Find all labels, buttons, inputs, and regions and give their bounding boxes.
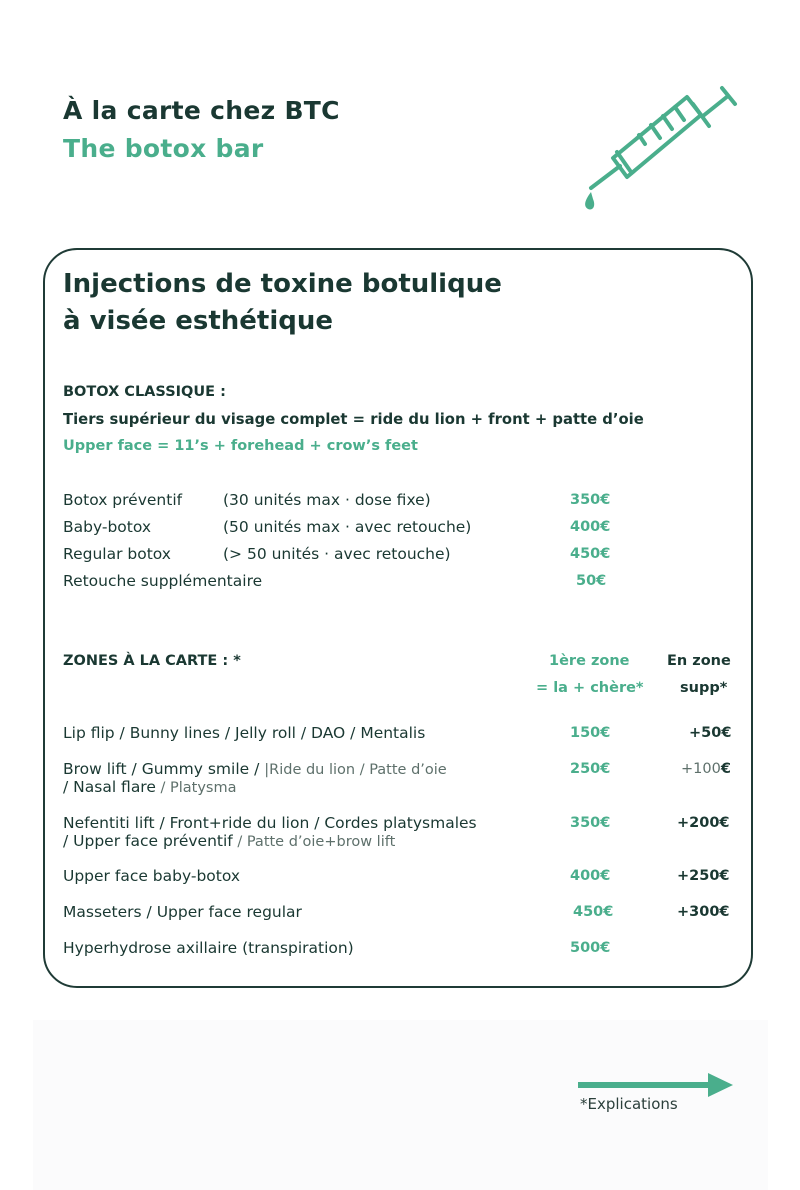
zone-item-price: 450€ bbox=[573, 904, 614, 920]
zones-col2-header-sub: supp* bbox=[680, 680, 728, 696]
zone-item-supp: +300€ bbox=[677, 904, 730, 920]
classic-item-detail: (> 50 unités · avec retouche) bbox=[223, 545, 451, 563]
zone-item-price: 250€ bbox=[570, 761, 611, 777]
zone-item-price: 500€ bbox=[570, 940, 611, 956]
classic-item-detail: (50 unités max · avec retouche) bbox=[223, 518, 472, 536]
card-title-line2: à visée esthétique bbox=[63, 306, 334, 336]
zone-item-name-line2 bbox=[63, 778, 236, 796]
classic-item-name: Retouche supplémentaire bbox=[63, 572, 263, 590]
zone-item-name: Upper face baby-botox bbox=[63, 867, 241, 885]
classic-item-name: Baby-botox bbox=[63, 518, 152, 536]
zone-item-name: Hyperhydrose axillaire (transpiration) bbox=[63, 939, 354, 957]
classic-heading: BOTOX CLASSIQUE : bbox=[63, 384, 226, 400]
zones-col1-header: 1ère zone bbox=[549, 653, 630, 669]
syringe-icon bbox=[575, 82, 740, 217]
zones-col1-header-sub: = la + chère* bbox=[536, 680, 644, 696]
zone-item-name-part: Brow lift / Gummy smile / bbox=[63, 760, 265, 778]
classic-item-price: 400€ bbox=[570, 519, 611, 535]
zone-item-name: Nefentiti lift / Front+ride du lion / Cordes platysmales bbox=[63, 814, 477, 832]
zone-item-price: 400€ bbox=[570, 868, 611, 884]
classic-item-name: Regular botox bbox=[63, 545, 171, 563]
zones-heading: ZONES À LA CARTE : * bbox=[63, 653, 241, 669]
classic-item-price: 450€ bbox=[570, 546, 611, 562]
explications-link[interactable] bbox=[578, 1072, 738, 1122]
zone-item-price: 150€ bbox=[570, 725, 611, 741]
zone-item-name bbox=[63, 760, 447, 778]
classic-item-price: 350€ bbox=[570, 492, 611, 508]
classic-item-price: 50€ bbox=[576, 573, 607, 589]
zone-item-supp-currency: € bbox=[720, 761, 731, 777]
card-title-line1: Injections de toxine botulique bbox=[63, 269, 502, 299]
zone-item-price: 350€ bbox=[570, 815, 611, 831]
zone-item-supp-number: +100 bbox=[681, 761, 721, 777]
zone-item-supp: +50€ bbox=[689, 725, 732, 741]
page-subtitle: The botox bar bbox=[63, 134, 264, 163]
zones-col2-header: En zone bbox=[667, 653, 731, 669]
zone-item-name: Masseters / Upper face regular bbox=[63, 903, 302, 921]
zone-item-name-extra: |Ride du lion / Patte d’oie bbox=[264, 762, 447, 778]
classic-description-fr: Tiers supérieur du visage complet = ride du lion + front + patte d’oie bbox=[63, 411, 644, 428]
zone-item-name-line2 bbox=[63, 832, 395, 850]
classic-description-en: Upper face = 11’s + forehead + crow’s feet bbox=[63, 438, 418, 454]
zone-item-supp bbox=[681, 761, 731, 777]
zone-item-name-part: / Upper face préventif bbox=[63, 832, 233, 850]
zone-item-name-extra: / Platysma bbox=[155, 780, 237, 796]
page-title: À la carte chez BTC bbox=[63, 96, 340, 125]
classic-item-detail: (30 unités max · dose fixe) bbox=[223, 491, 431, 509]
zone-item-supp: +200€ bbox=[677, 815, 730, 831]
explications-label: *Explications bbox=[580, 1095, 678, 1113]
zone-item-name-part: / Nasal flare bbox=[63, 778, 156, 796]
zone-item-name: Lip flip / Bunny lines / Jelly roll / DAO / Mentalis bbox=[63, 724, 426, 742]
classic-item-name: Botox préventif bbox=[63, 491, 183, 509]
zone-item-name-extra: / Patte d’oie+brow lift bbox=[232, 834, 396, 850]
zone-item-supp: +250€ bbox=[677, 868, 730, 884]
